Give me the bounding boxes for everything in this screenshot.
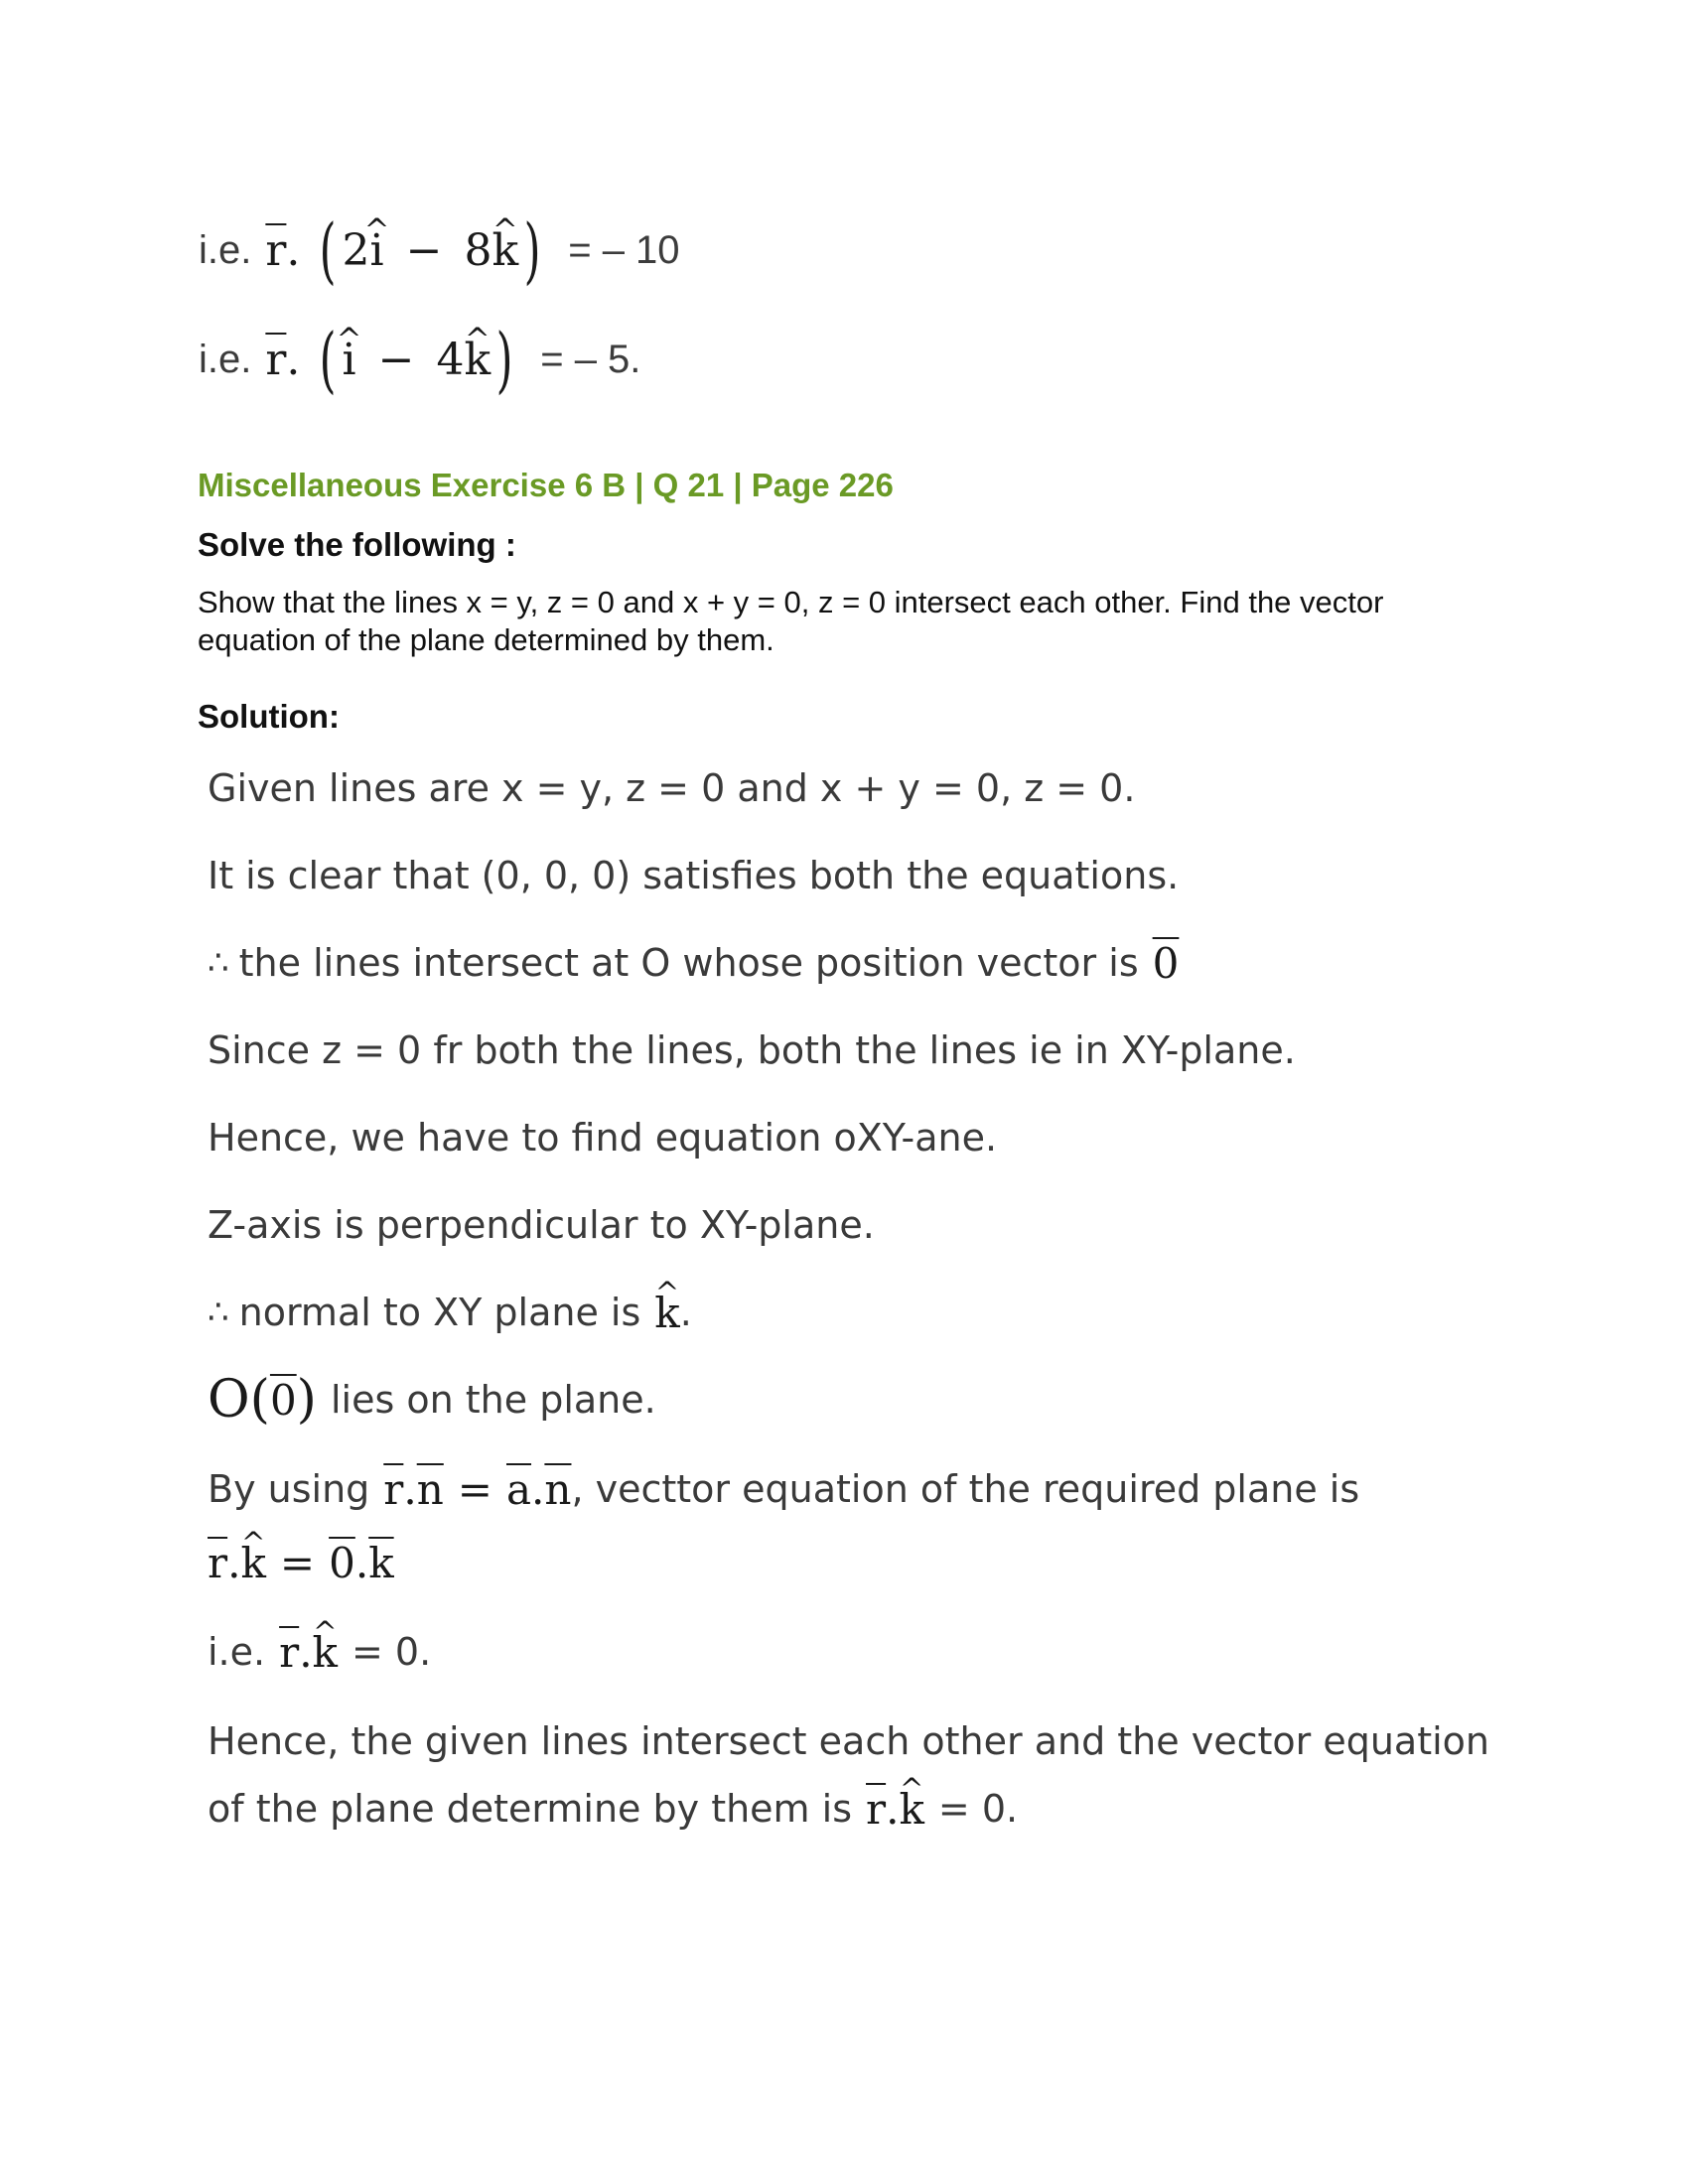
dot-operator: .	[531, 1464, 545, 1514]
solution-line-13-pre: of the plane determine by them is	[208, 1787, 853, 1831]
eq1-vector-r: $\overline{r}$	[265, 224, 287, 276]
solution-line-9	[208, 1457, 1498, 1521]
solution-line-11-rhs: = 0.	[352, 1630, 432, 1674]
equals-sign: =	[457, 1464, 492, 1514]
eq2-term1-unit: i ^	[343, 335, 356, 385]
eq1-dot: .	[286, 224, 301, 276]
eq1-close-paren: )	[523, 208, 541, 292]
solution-line-8-text: lies on the plane.	[330, 1378, 656, 1422]
solution-line-6-text: Z-axis is perpendicular to XY-plane.	[208, 1203, 875, 1247]
eq2-rhs: = – 5.	[540, 337, 641, 381]
question-instruction: Solve the following :	[198, 526, 516, 563]
equation-line-1	[199, 210, 680, 290]
solution-line-3-text: the lines intersect at O whose position vector is	[238, 941, 1139, 985]
solution-line-5	[208, 1106, 1498, 1169]
solution-line-12	[208, 1709, 1498, 1773]
zero-vector: 0	[269, 1375, 297, 1425]
solution-line-13-rhs: = 0.	[937, 1787, 1019, 1831]
equation-line-2	[199, 320, 640, 399]
unit-vector-k: k ^	[899, 1785, 923, 1834]
solution-line-8	[208, 1368, 1498, 1432]
solution-line-7	[208, 1281, 1498, 1344]
vector-a: $\overline{a}$	[505, 1464, 532, 1514]
question-text: Show that the lines x = y, z = 0 and x + y = 0, z = 0 intersect each other. Find the vector equation of the plane determined by them.	[198, 585, 1384, 657]
eq2-term2-coef: 4	[436, 334, 465, 385]
eq2-minus: −	[377, 334, 415, 385]
vector-r: $\overline{r}$	[279, 1627, 300, 1677]
therefore-symbol: ∴	[208, 943, 229, 983]
solution-line-9-post: , vecttor equation of the required plane is	[571, 1467, 1360, 1511]
solution-line-7-end: .	[679, 1291, 692, 1334]
eq1-open-paren: (	[320, 208, 337, 292]
eq1-term2-unit: k ^	[492, 225, 518, 276]
solution-heading: Solution:	[198, 698, 340, 735]
unit-vector-k: k ^	[240, 1539, 265, 1587]
solution-line-10	[208, 1531, 1498, 1594]
eq2-term2-unit: k ^	[464, 335, 491, 385]
vector-k: $\overline{k}$	[368, 1538, 394, 1587]
dot-operator: .	[886, 1784, 900, 1834]
zero-vector: 0	[329, 1538, 355, 1587]
solution-line-13	[208, 1777, 1498, 1841]
close-paren: )	[296, 1370, 317, 1430]
solution-line-12-text: Hence, the given lines intersect each other and the vector equation	[208, 1719, 1489, 1763]
vector-r: $\overline{r}$	[866, 1784, 887, 1834]
eq1-prefix: i.e.	[199, 227, 252, 272]
dot-operator: .	[354, 1538, 369, 1587]
vector-n: $\overline{n}$	[544, 1464, 572, 1514]
eq2-vector-r: $\overline{r}$	[265, 334, 287, 385]
eq2-open-paren: (	[320, 318, 337, 401]
eq1-rhs: = – 10	[568, 227, 680, 272]
eq2-dot: .	[286, 334, 301, 385]
eq2-prefix: i.e.	[199, 337, 252, 381]
solution-line-6	[208, 1193, 1498, 1257]
vector-r: $\overline{r}$	[383, 1464, 404, 1514]
solution-line-9-pre: By using	[208, 1467, 370, 1511]
solution-line-1	[208, 756, 1498, 820]
eq2-close-paren: )	[495, 318, 513, 401]
solution-line-11	[208, 1620, 1498, 1684]
solution-line-3	[208, 931, 1498, 995]
zero-vector: 0	[1152, 938, 1180, 988]
solution-line-11-prefix: i.e.	[208, 1630, 266, 1674]
dot-operator: .	[227, 1538, 241, 1587]
vector-r: $\overline{r}$	[208, 1538, 228, 1587]
solution-line-4-text: Since z = 0 fr both the lines, both the lines ie in XY-plane.	[208, 1028, 1296, 1072]
dot-operator: .	[403, 1464, 417, 1514]
eq1-term1-unit: i ^	[370, 225, 384, 276]
point-O: O	[208, 1370, 250, 1430]
solution-line-2	[208, 844, 1498, 907]
vector-n: $\overline{n}$	[416, 1464, 444, 1514]
open-paren: (	[249, 1370, 270, 1430]
therefore-symbol: ∴	[208, 1293, 229, 1332]
question-heading: Miscellaneous Exercise 6 B | Q 21 | Page 226	[198, 467, 894, 503]
solution-line-2-text: It is clear that (0, 0, 0) satisfies both the equations.	[208, 854, 1180, 897]
unit-vector-k: k ^	[313, 1628, 338, 1677]
solution-line-5-text: Hence, we have to find equation oXY-ane.	[208, 1116, 998, 1160]
eq1-term1-coef: 2	[342, 224, 370, 276]
solution-line-1-text: Given lines are x = y, z = 0 and x + y = 0, z = 0.	[208, 766, 1136, 810]
unit-vector-k: k ^	[654, 1289, 679, 1337]
solution-line-4	[208, 1019, 1498, 1082]
dot-operator: .	[299, 1627, 313, 1677]
eq1-minus: −	[405, 224, 443, 276]
solution-line-7-text: normal to XY plane is	[238, 1291, 641, 1334]
equals-sign: =	[279, 1538, 316, 1587]
eq1-term2-coef: 8	[464, 224, 492, 276]
